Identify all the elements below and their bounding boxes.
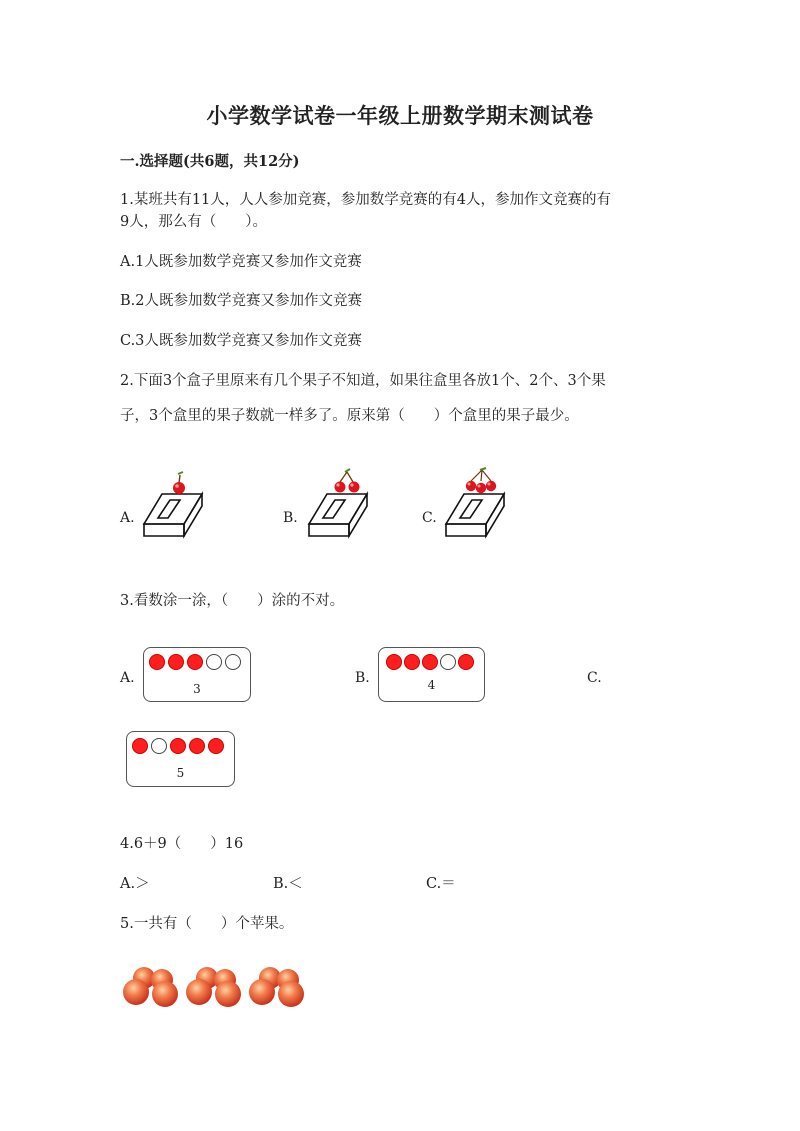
question-1-line-1: 1.某班共有11人，人人参加竞赛，参加数学竞赛的有4人，参加作文竞赛的有 [120,192,612,208]
red-bead [422,654,438,670]
red-bead [168,654,184,670]
white-bead [225,654,241,670]
question-4-stem: 4.6＋9（ ）16 [120,836,244,852]
question-3-option-c[interactable]: C. [587,670,602,686]
page-title: 小学数学试卷一年级上册数学期末测试卷 [206,103,594,128]
bead-box-b [378,647,485,702]
question-1-option-c[interactable]: C.3人既参加数学竞赛又参加作文竞赛 [120,333,362,349]
red-bead [187,654,203,670]
question-2-option-b[interactable]: B. [283,510,298,526]
red-bead [170,738,186,754]
red-bead [149,654,165,670]
question-1-line-2: 9人，那么有（ ）。 [120,214,267,230]
white-bead [440,654,456,670]
question-4-option-b[interactable]: B.＜ [273,876,303,892]
question-1-option-a[interactable]: A.1人既参加数学竞赛又参加作文竞赛 [120,254,362,270]
apple-group-1-icon [123,967,178,1007]
white-bead [206,654,222,670]
question-1-option-b[interactable]: B.2人既参加数学竞赛又参加作文竞赛 [120,293,362,309]
red-bead [386,654,402,670]
red-bead [208,738,224,754]
bead-box-c [126,731,235,787]
question-2-line-1: 2.下面3个盒子里原来有几个果子不知道，如果往盒里各放1个、2个、3个果 [120,373,606,389]
bead-box-number: 5 [176,766,185,780]
red-bead [189,738,205,754]
red-bead [132,738,148,754]
question-2-line-2: 子，3个盒里的果子数就一样多了。原来第（ ）个盒里的果子最少。 [120,408,579,424]
question-5-stem: 5.一共有（ ）个苹果。 [120,916,294,932]
box-with-two-cherries-icon [303,466,373,540]
bead-box-number: 3 [193,682,201,696]
question-4-option-a[interactable]: A.＞ [120,876,150,892]
question-2-option-a[interactable]: A. [120,510,135,526]
box-with-three-cherries-icon [440,466,510,540]
white-bead [151,738,167,754]
question-4-option-c[interactable]: C.＝ [426,876,456,892]
box-with-one-cherry-icon [138,466,208,540]
question-3-option-a[interactable]: A. [120,670,135,686]
question-2-option-c[interactable]: C. [422,510,437,526]
question-3-option-b[interactable]: B. [355,670,370,686]
red-bead [404,654,420,670]
bead-box-number: 4 [427,678,436,692]
section-heading: 一.选择题(共6题，共12分) [120,153,300,170]
red-bead [458,654,474,670]
question-3-stem: 3.看数涂一涂，（ ）涂的不对。 [120,593,345,609]
apples-image [122,965,308,1011]
apple-group-2-icon [186,967,241,1007]
bead-box-a [143,647,251,702]
apple-group-3-icon [249,967,304,1007]
